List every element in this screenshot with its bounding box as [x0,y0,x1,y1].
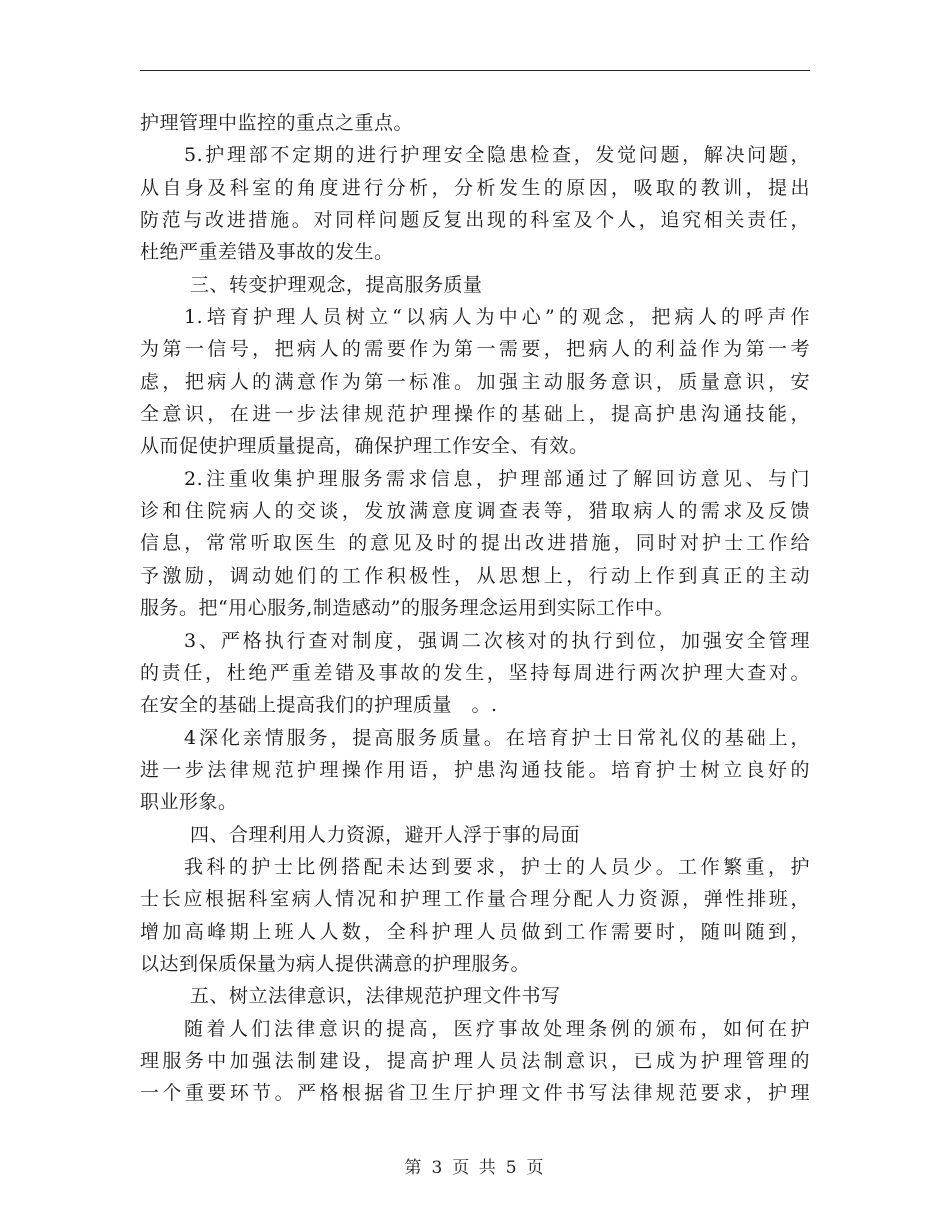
text-line: 职业形象。 [140,791,238,814]
text-line: 虑，把病人的满意作为第一标准。加强主动服务意识，质量意识，安 [140,370,810,393]
text-line: 诊和住院病人的交谈，发放满意度调查表等，猎取病人的需求及反馈 [140,500,810,523]
text-line: 予激励，调动她们的工作积极性，从思想上，行动上作到真正的主动 [140,564,810,587]
text-line: 2.注重收集护理服务需求信息，护理部通过了解回访意见、与门 [184,467,810,490]
header-rule [140,70,810,71]
footer-current-page: 3 [431,1158,445,1178]
footer-total-pages: 5 [505,1158,519,1178]
text-line: 的责任，杜绝严重差错及事故的发生，坚持每周进行两次护理大查对。 [140,661,810,684]
text-line: 全意识，在进一步法律规范护理操作的基础上，提高护患沟通技能， [140,403,810,426]
text-line: 信息，常常听取医生 的意见及时的提出改进措施，同时对护士工作给 [140,532,810,555]
section-heading: 三、转变护理观念，提高服务质量 [190,273,483,296]
text-line: 杜绝严重差错及事故的发生。 [140,241,394,264]
text-line: 随着人们法律意识的提高，医疗事故处理条例的颁布，如何在护 [184,1017,810,1040]
text-line: 理服务中加强法制建设，提高护理人员法制意识，已成为护理管理的 [140,1049,810,1072]
text-line: 我科的护士比例搭配未达到要求，护士的人员少。工作繁重，护 [184,855,810,878]
text-line: 从自身及科室的角度进行分析，分析发生的原因，吸取的教训，提出 [140,176,810,199]
text-line: 在安全的基础上提高我们的护理质量 。. [140,694,498,717]
section-heading: 四、合理利用人力资源，避开人浮于事的局面 [190,823,581,846]
text-line: 一个重要环节。严格根据省卫生厅护理文件书写法律规范要求，护理 [140,1082,810,1105]
text-line: 1.培育护理人员树立“以病人为中心”的观念，把病人的呼声作 [184,306,810,329]
footer-middle: 页 共 [452,1158,498,1178]
text-line: 从而促使护理质量提高，确保护理工作安全、有效。 [140,435,589,458]
page-footer [0,1153,950,1178]
text-line: 4深化亲情服务，提高服务质量。在培育护士日常礼仪的基础上， [184,726,810,749]
document-body [140,107,810,1110]
text-line: 以达到保质保量为病人提供满意的护理服务。 [140,952,531,975]
text-line: 增加高峰期上班人人数，全科护理人员做到工作需要时，随叫随到， [140,920,810,943]
text-line: 防范与改进措施。对同样问题反复出现的科室及个人，追究相关责任， [140,209,810,232]
text-line: 5.护理部不定期的进行护理安全隐患检查，发觉问题，解决问题， [184,144,810,167]
section-heading: 五、树立法律意识，法律规范护理文件书写 [190,985,561,1008]
footer-prefix: 第 [404,1158,424,1178]
text-line: 3、严格执行查对制度，强调二次核对的执行到位，加强安全管理 [184,629,810,652]
text-line: 士长应根据科室病人情况和护理工作量合理分配人力资源，弹性排班， [140,888,810,911]
text-line: 服务。把“用心服务,制造感动”的服务理念运用到实际工作中。 [140,597,674,620]
text-line: 为第一信号，把病人的需要作为第一需要，把病人的利益作为第一考 [140,338,810,361]
footer-suffix: 页 [526,1158,546,1178]
text-line: 护理管理中监控的重点之重点。 [140,112,414,134]
text-line: 进一步法律规范护理操作用语，护患沟通技能。培育护士树立良好的 [140,758,810,781]
